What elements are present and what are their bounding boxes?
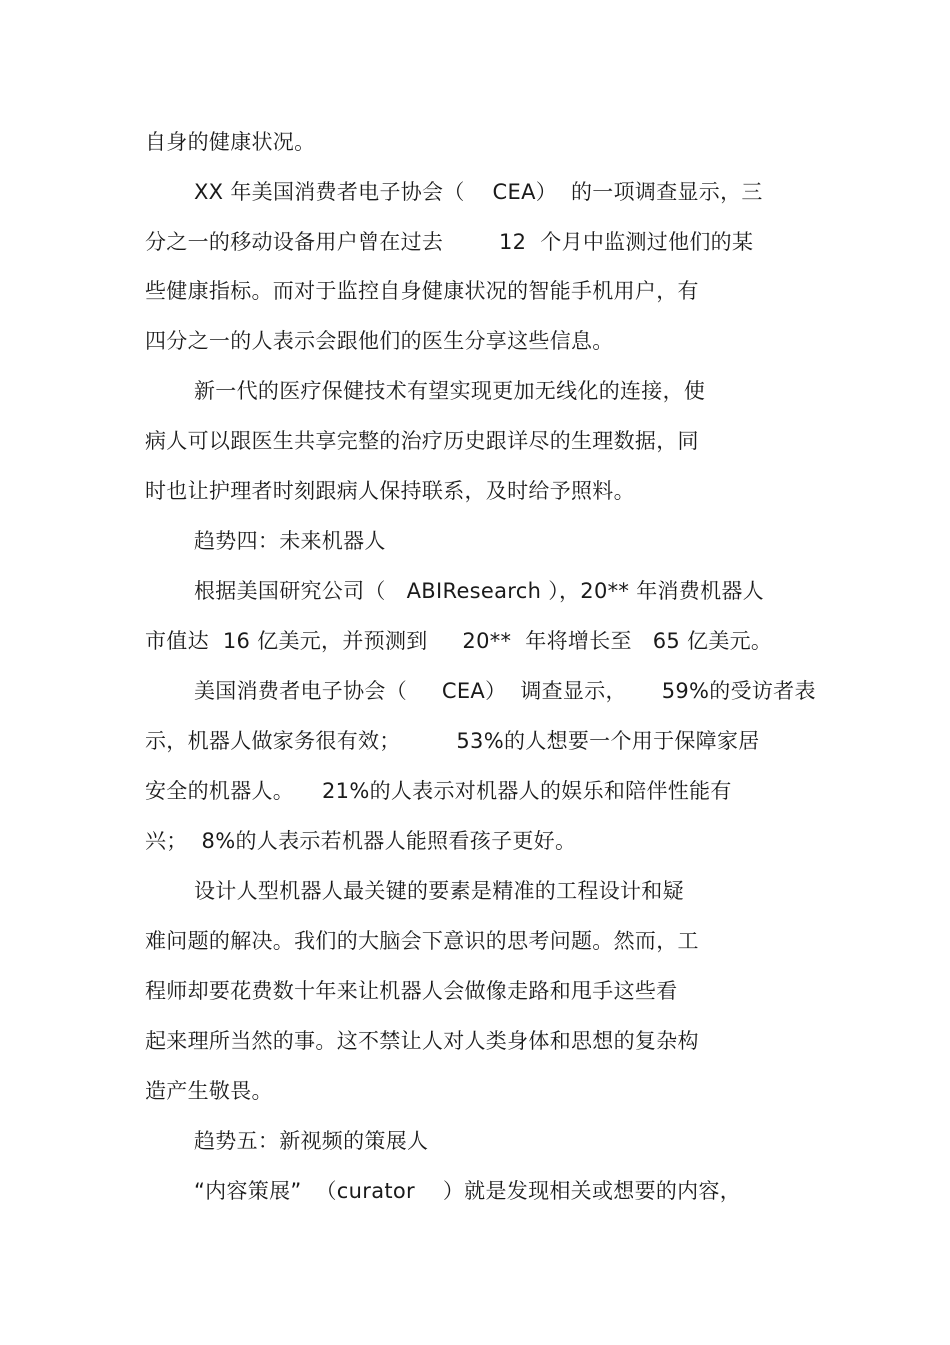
text-line: 程师却要花费数十年来让机器人会做像走路和甩手这些看: [145, 979, 678, 1003]
text-line: 自身的健康状况。: [145, 130, 316, 154]
text-line: “内容策展” （curator ）就是发现相关或想要的内容，: [194, 1179, 742, 1203]
text-line: 市值达 16 亿美元，并预测到 20** 年将增长至 65 亿美元。: [145, 629, 773, 653]
section-heading: 趋势五：新视频的策展人: [194, 1129, 429, 1153]
text-line: 四分之一的人表示会跟他们的医生分享这些信息。: [145, 329, 614, 353]
text-line: 时也让护理者时刻跟病人保持联系，及时给予照料。: [145, 479, 635, 503]
text-line: 造产生敬畏。: [145, 1079, 273, 1103]
text-line: 美国消费者电子协会（ CEA） 调查显示， 59%的受访者表: [194, 679, 816, 703]
text-line: 分之一的移动设备用户曾在过去 12 个月中监测过他们的某: [145, 230, 754, 254]
text-line: 难问题的解决。我们的大脑会下意识的思考问题。然而，工: [145, 929, 699, 953]
text-line: 起来理所当然的事。这不禁让人对人类身体和思想的复杂构: [145, 1029, 699, 1053]
text-line: 根据美国研究公司（ ABIResearch ），20** 年消费机器人: [194, 579, 764, 603]
section-heading: 趋势四：未来机器人: [194, 529, 386, 553]
text-line: 示，机器人做家务很有效； 53%的人想要一个用于保障家居: [145, 729, 760, 753]
text-line: 新一代的医疗保健技术有望实现更加无线化的连接，使: [194, 379, 706, 403]
text-line: XX 年美国消费者电子协会（ CEA） 的一项调查显示，三: [194, 180, 763, 204]
text-line: 些健康指标。而对于监控自身健康状况的智能手机用户，有: [145, 279, 699, 303]
text-line: 病人可以跟医生共享完整的治疗历史跟详尽的生理数据，同: [145, 429, 699, 453]
text-line: 兴； 8%的人表示若机器人能照看孩子更好。: [145, 829, 577, 853]
text-line: 设计人型机器人最关键的要素是精准的工程设计和疑: [194, 879, 684, 903]
text-line: 安全的机器人。 21%的人表示对机器人的娱乐和陪伴性能有: [145, 779, 732, 803]
